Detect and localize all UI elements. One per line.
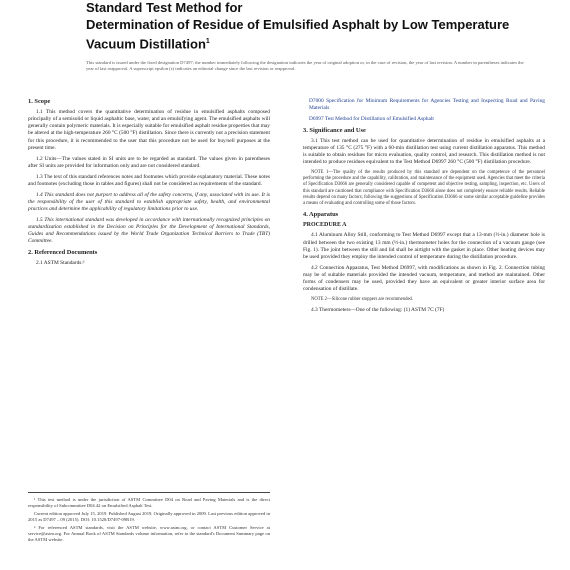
- section-heading-scope: 1. Scope: [28, 98, 51, 105]
- note-2: NOTE 2—Silicone rubber stoppers are recommended.: [311, 297, 414, 303]
- procedure-a-heading: PROCEDURE A: [303, 221, 347, 228]
- section-heading-referenced-documents: 2. Referenced Documents: [28, 249, 98, 257]
- reference-link-d6997[interactable]: D6997 Test Method for Distillation of Emulsified Asphalt: [309, 116, 434, 122]
- paragraph-2-1: 2.1 ASTM Standards:²: [36, 260, 85, 267]
- paragraph-4-2: 4.2 Connection Apparatus, Test Method D6997, with modifications as shown in Fig. 2. Connection tubing may be of suitable materials provided the intended vacuum, temperature, and method are maintained. Other forms of condensers may be used, provided they have an equivalent or greater interior surface area for condensation of distillate.: [303, 264, 545, 293]
- paragraph-4-1: 4.1 Aluminum Alloy Still, conforming to Test Method D6997 except that a 13-mm (½-in.) diameter hole is drilled between the two existing 13 mm (½-in.) thermometer holes for the connection of a vacuum gauge (see Fig. 1). The joint between the still and lid shall be airtight with the gasket in place. Other heating devices may be used provided they employ the intended control of temperature during the distillation procedure.: [303, 232, 545, 261]
- footnote-2: ² For referenced ASTM standards, visit the ASTM website, www.astm.org, or contact ASTM Customer Service at service@astm.org. For Annual Book of ASTM Standards volume information, refer to the standard's Document Summary page on the ASTM website.: [28, 525, 270, 542]
- section-heading-apparatus: 4. Apparatus: [303, 210, 339, 218]
- title-subheading: Standard Test Method for: [86, 0, 243, 15]
- reference-link-d3666[interactable]: D7000 Specification for Minimum Requirements for Agencies Testing and Inspecting Road and Paving Materials: [309, 98, 545, 112]
- right-column: [303, 0, 545, 318]
- paragraph-1-4: 1.4 This standard does not purport to address all of the safety concerns, if any, associated with its use. It is the responsibility of the user of this standard to establish appropriate safety, health, and environmental practices and determine the applicability of regulatory limitations prior to use.: [28, 191, 270, 213]
- designation-note: This standard is issued under the fixed designation D7497; the number immediately following the designation indicates the year of original adoption or, in the case of revision, the year of last revision. A number in parentheses indicates the year of last reapproval. A superscript epsilon (ε) indicates an editorial change since the last revision or reapproval.: [86, 60, 524, 71]
- paragraph-1-2: 1.2 Units—The values stated in SI units are to be regarded as standard. The values given in parentheses after SI units are provided for information only and are not considered standard.: [28, 155, 270, 169]
- title-footnote-mark: 1: [205, 38, 210, 45]
- footnote-edition: Current edition approved July 15, 2019. Published August 2019. Originally approved in 2009. Last previous edition approved in 2015 as D7497 – 09 (2015). DOI: 10.1520/D7497-09R19.: [28, 511, 270, 522]
- section-heading-significance: 3. Significance and Use: [303, 126, 366, 134]
- note-1: NOTE 1—The quality of the results produced by this standard are dependent on the competence of the personnel performing the procedure and the capability, calibration, and maintenance of the equipment used. Agencies that meet the criteria of Specification D3666 are generally considered capable of competent and objective testing, sampling, inspection, etc. Users of this standard are cautioned that compliance with Specification D3666 alone does not completely ensure reliable results. Reliable results depend on many factors; following the suggestions of Specification D3666 or some similar acceptable guideline provides a means of evaluating and controlling some of those factors.: [303, 170, 545, 207]
- footnote-1: ¹ This test method is under the jurisdiction of ASTM Committee D04 on Road and Paving Materials and is the direct responsibility of Subcommittee D04.42 on Emulsified Asphalt Test.: [28, 497, 270, 508]
- paragraph-3-1: 3.1 This test method can be used for quantitative determination of residue in emulsified asphalts at a temperature of 135 °C (275 °F) with a 60-min distillation test using current distillation apparatus. This method is suitable to obtain residues for micro evaluation, quality control, and research. This distillation method is not intended to produce residues equivalent to the Test Method D6997 260 °C (500 °F) distillation procedure.: [303, 137, 545, 166]
- paragraph-1-3: 1.3 The text of this standard references notes and footnotes which provide explanatory material. These notes and footnotes (excluding those in tables and figures) shall not be considered as requirements of the standard.: [28, 173, 270, 187]
- paragraph-1-1: 1.1 This method covers the quantitative determination of residue in emulsified asphalts composed principally of a semisolid or liquid asphaltic base, water, and an emulsifying agent. The emulsified asphalts will generally contain polymeric materials. It is especially suitable for emulsified asphalt residue properties that may be altered at the high-temperature 260 °C (500 °F) distillation. Since there is currently not a precision statement for this procedure, it is recommended to the user that this procedure not be used for buy/sell purposes at the present time.: [28, 108, 270, 151]
- left-column: [28, 98, 270, 271]
- footnotes: [28, 492, 270, 545]
- paragraph-1-5: 1.5 This international standard was developed in accordance with internationally recognized principles on standardization established in the Decision on Principles for the Development of International Standards, Guides and Recommendations issued by the World Trade Organization Technical Barriers to Trade (TBT) Committee.: [28, 216, 270, 245]
- paragraph-4-3: 4.3 Thermometers—One of the following: (1) ASTM 7C (7F): [311, 307, 445, 314]
- document-title-text: Determination of Residue of Emulsified Asphalt by Low Temperature Vacuum Distillation: [86, 17, 510, 52]
